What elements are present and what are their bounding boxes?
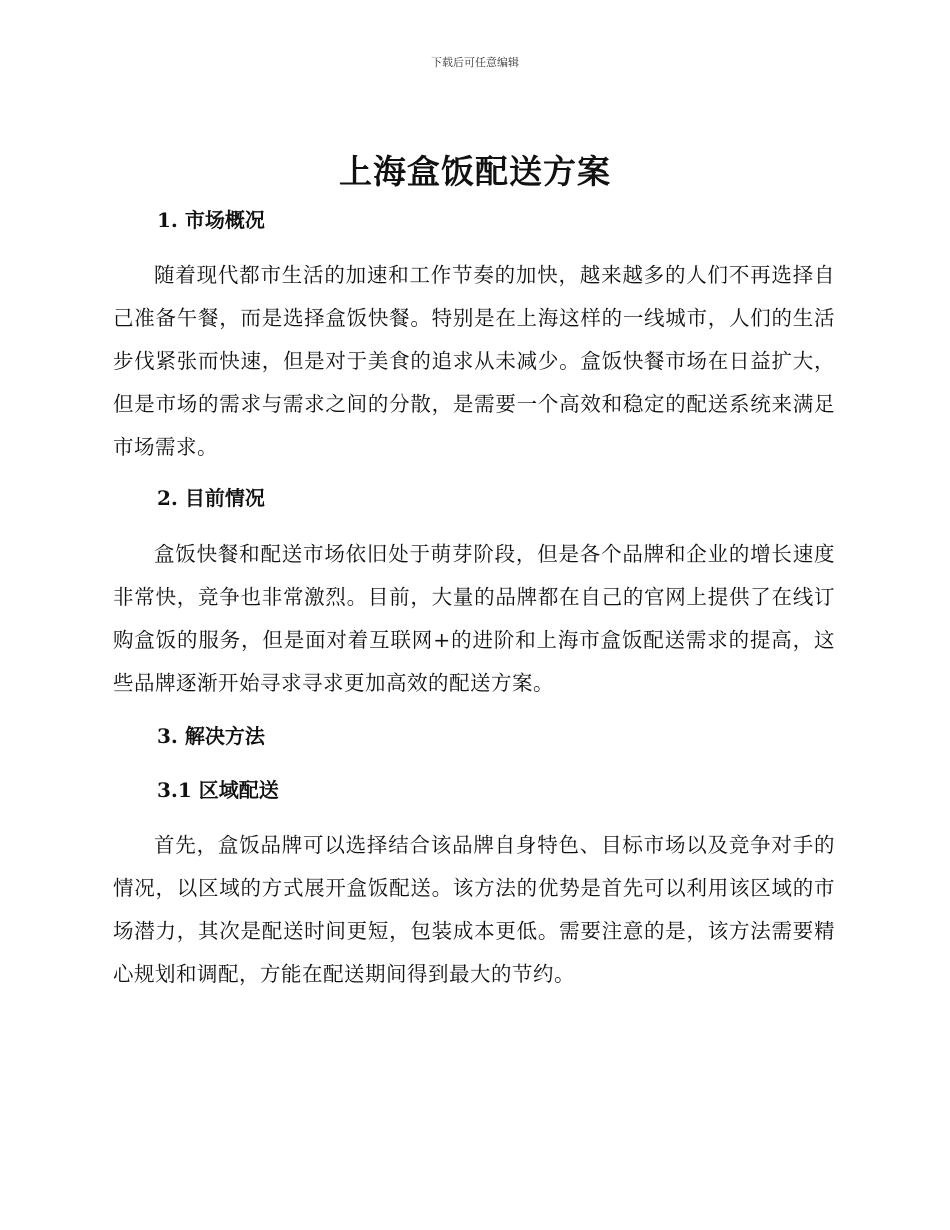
section-paragraph-current-situation: 盒饭快餐和配送市场依旧处于萌芽阶段，但是各个品牌和企业的增长速度非常快，竞争也非常激烈。目前，大量的品牌都在自己的官网上提供了在线订购盒饭的服务，但是面对着互联网+的进阶和上海市盒饭配送需求的提高，这些品牌逐渐开始寻求寻求更加高效的配送方案。 [113, 542, 835, 695]
page-header-note: 下载后可任意编辑 [431, 56, 519, 69]
section-heading-current-situation: 2. 目前情况 [157, 486, 265, 510]
section-heading-market-overview: 1. 市场概况 [157, 208, 265, 232]
section-paragraph-regional-delivery: 首先，盒饭品牌可以选择结合该品牌自身特色、目标市场以及竞争对手的情况，以区域的方式展开盒饭配送。该方法的优势是首先可以利用该区域的市场潜力，其次是配送时间更短，包装成本更低。需要注意的是，该方法需要精心规划和调配，方能在配送期间得到最大的节约。 [113, 833, 835, 986]
section-heading-regional-delivery: 3.1 区域配送 [157, 778, 279, 802]
document-title: 上海盒饭配送方案 [339, 152, 611, 191]
section-heading-solutions: 3. 解决方法 [157, 724, 265, 748]
section-paragraph-market-overview: 随着现代都市生活的加速和工作节奏的加快，越来越多的人们不再选择自己准备午餐，而是选择盒饭快餐。特别是在上海这样的一线城市，人们的生活步伐紧张而快速，但是对于美食的追求从未减少。盒饭快餐市场在日益扩大，但是市场的需求与需求之间的分散，是需要一个高效和稳定的配送系统来满足市场需求。 [113, 263, 835, 459]
